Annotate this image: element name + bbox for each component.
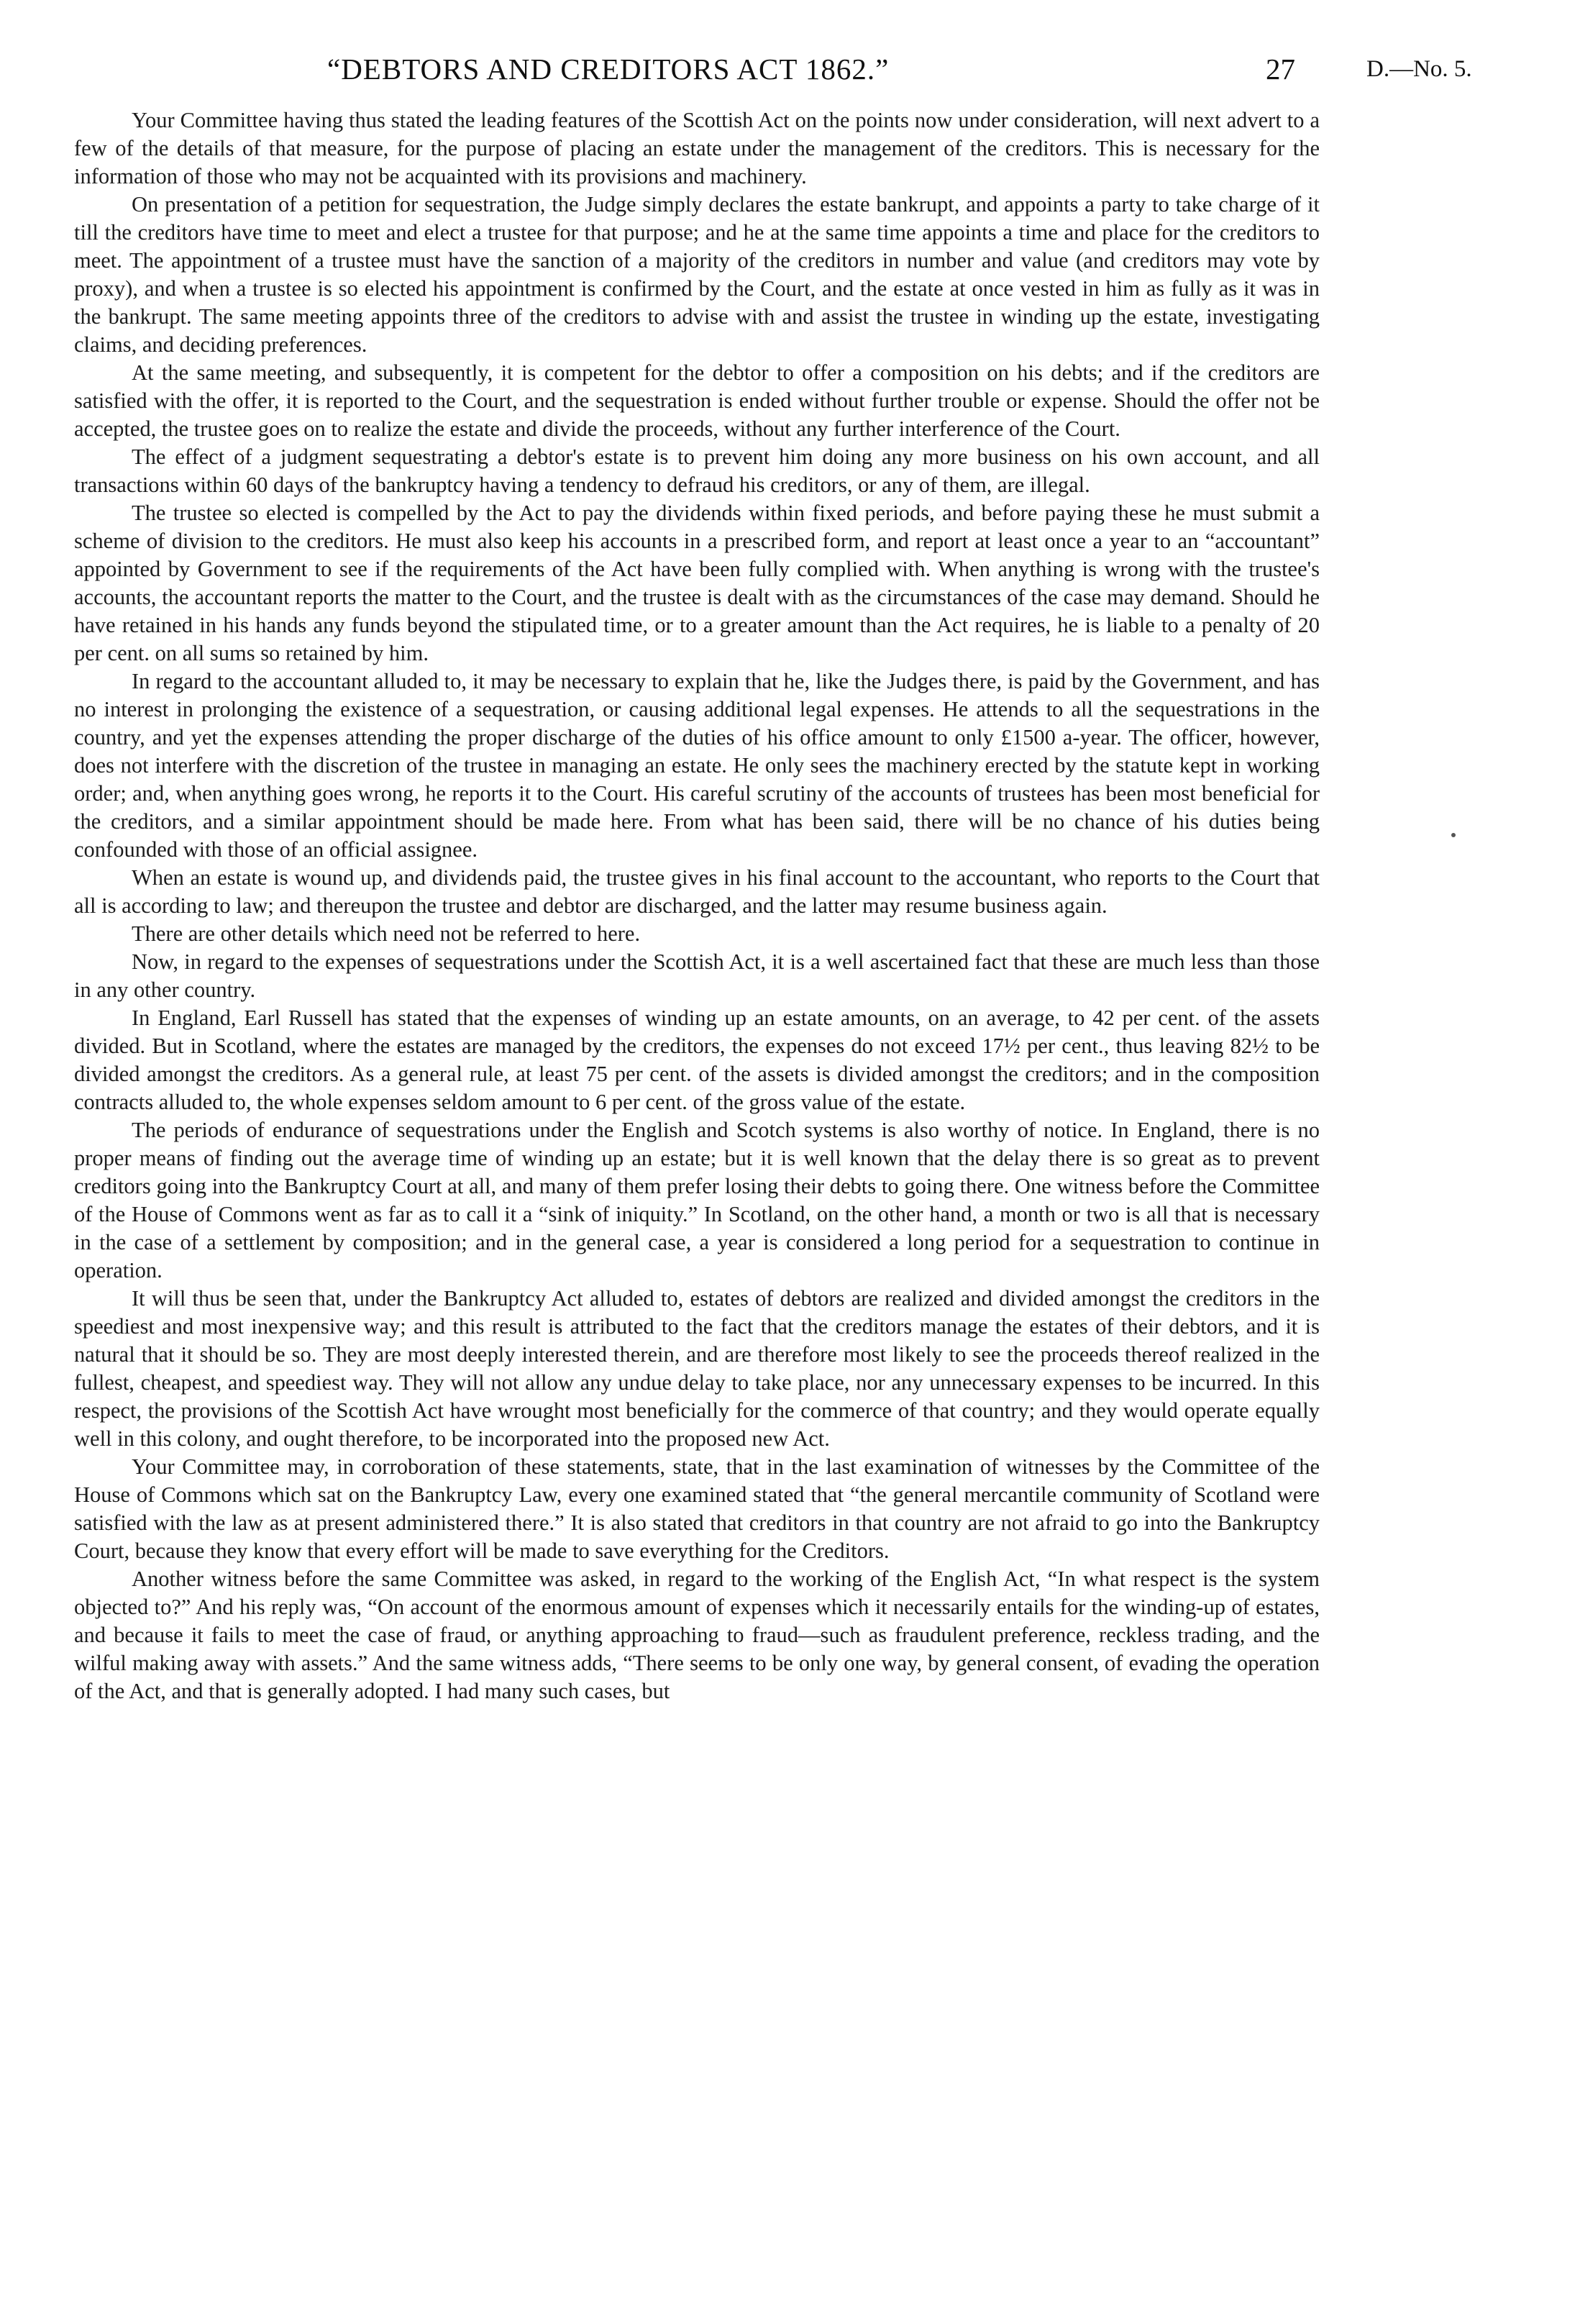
paragraph: The effect of a judgment sequestrating a debtor's estate is to prevent him doing any more business on his own account, and all transactions within 60 days of the bankruptcy having a tendency to defraud his creditors, or any of them, are illegal. — [74, 445, 1320, 497]
paragraph: Your Committee may, in corroboration of these statements, state, that in the last examination of witnesses by the Committee of the House of Commons which sat on the Bankruptcy Law, every one examined stated that “the general mercantile community of Scotland were satisfied with the law as at present administered there.” It is also stated that creditors in that country are not afraid to go into the Bankruptcy Court, because they know that every effort will be made to save everything for the Creditors. — [74, 1454, 1320, 1563]
paragraph: The trustee so elected is compelled by the Act to pay the dividends within fixed periods, and before paying these he must submit a scheme of division to the creditors. He must also keep his accounts in a prescribed form, and report at least once a year to an “accountant” appointed by Government to see if the requirements of the Act have been fully complied with. When anything is wrong with the trustee's accounts, the accountant reports the matter to the Court, and the trustee is dealt with as the circumstances of the case may demand. Should he have retained in his hands any funds beyond the stipulated time, or to a greater amount than the Act requires, he is liable to a penalty of 20 per cent. on all sums so retained by him. — [74, 501, 1320, 665]
paragraph: In England, Earl Russell has stated that the expenses of winding up an estate amounts, on an average, to 42 per cent. of the assets divided. But in Scotland, where the estates are managed by the creditors, the expenses do not exceed 17½ per cent., thus leaving 82½ to be divided amongst the creditors. As a general rule, at least 75 per cent. of the assets is divided amongst the creditors; and in the composition contracts alluded to, the whole expenses seldom amount to 6 per cent. of the gross value of the estate. — [74, 1006, 1320, 1114]
paragraph: In regard to the accountant alluded to, it may be necessary to explain that he, like the Judges there, is paid by the Government, and has no interest in prolonging the existence of a sequestration, or causing additional legal expenses. He attends to all the sequestrations in the country, and yet the expenses attending the proper discharge of the duties of his office amount to only £1500 a-year. The officer, however, does not interfere with the discretion of the trustee in managing an estate. He only sees the machinery erected by the statute kept in working order; and, when anything goes wrong, he reports it to the Court. His careful scrutiny of the accounts of trustees has been most beneficial for the creditors, and a similar appointment should be made here. From what has been said, there will be no chance of his duties being confounded with those of an official assignee. — [74, 669, 1320, 862]
paragraph: Now, in regard to the expenses of sequestrations under the Scottish Act, it is a well ascertained fact that these are much less than those in any other country. — [74, 949, 1320, 1002]
page-header — [0, 47, 1580, 91]
paragraph: On presentation of a petition for sequestration, the Judge simply declares the estate bankrupt, and appoints a party to take charge of it till the creditors have time to meet and elect a trustee for that purpose; and he at the same time appoints a time and place for the creditors to meet. The appointment of a trustee must have the sanction of a majority of the creditors in number and value (and creditors may vote by proxy), and when a trustee is so elected his appointment is confirmed by the Court, and the estate at once vested in him as fully as it was in the bankrupt. The same meeting appoints three of the creditors to advise with and assist the trustee in winding up the estate, investigating claims, and deciding preferences. — [74, 192, 1320, 357]
paragraph: It will thus be seen that, under the Bankruptcy Act alluded to, estates of debtors are realized and divided amongst the creditors in the speediest and most inexpensive way; and this result is attributed to the fact that the creditors manage the estates of their debtors, and it is natural that it should be so. They are most deeply interested therein, and are therefore most likely to see the proceeds thereof realized in the fullest, cheapest, and speediest way. They will not allow any undue delay to take place, nor any unnecessary expenses to be incurred. In this respect, the provisions of the Scottish Act have wrought most beneficially for the commerce of that country; and they would operate equally well in this colony, and ought therefore, to be incorporated into the proposed new Act. — [74, 1286, 1320, 1451]
page-number: 27 — [1266, 53, 1295, 86]
paragraph: There are other details which need not be referred to here. — [132, 921, 641, 946]
running-title: “DEBTORS AND CREDITORS ACT 1862.” — [327, 53, 890, 86]
paragraph: Another witness before the same Committee was asked, in regard to the working of the English Act, “In what respect is the system objected to?” And his reply was, “On account of the enormous amount of expenses which it necessarily entails for the winding-up of estates, and because it fails to meet the case of fraud, or anything approaching to fraud—such as fraudulent preference, reckless trading, and the wilful making away with assets.” And the same witness adds, “There seems to be only one way, by general consent, of evading the operation of the Act, and that is generally adopted. I had many such cases, but — [74, 1567, 1320, 1703]
paragraph: The periods of endurance of sequestrations under the English and Scotch systems is also worthy of notice. In England, there is no proper means of finding out the average time of winding up an estate; but it is well known that the delay there is so great as to prevent creditors going into the Bankruptcy Court at all, and many of them prefer losing their debts to going there. One witness before the Committee of the House of Commons went as far as to call it a “sink of iniquity.” In Scotland, on the other hand, a month or two is all that is necessary in the case of a settlement by composition; and in the general case, a year is considered a long period for a sequestration to continue in operation. — [74, 1118, 1320, 1282]
paragraph: Your Committee having thus stated the leading features of the Scottish Act on the points now under consideration, will next advert to a few of the details of that measure, for the purpose of placing an estate under the management of the creditors. This is necessary for the information of those who may not be acquainted with its provisions and machinery. — [74, 108, 1320, 188]
document-id: D.—No. 5. — [1366, 56, 1472, 82]
body-text — [74, 106, 1320, 2293]
paragraph: At the same meeting, and subsequently, it is competent for the debtor to offer a composition on his debts; and if the creditors are satisfied with the offer, it is reported to the Court, and the sequestration is ended without further trouble or expense. Should the offer not be accepted, the trustee goes on to realize the estate and divide the proceeds, without any further interference of the Court. — [74, 360, 1320, 441]
paragraph: When an estate is wound up, and dividends paid, the trustee gives in his final account to the accountant, who reports to the Court that all is according to law; and thereupon the trustee and debtor are discharged, and the latter may resume business again. — [74, 865, 1320, 918]
ink-speck — [1451, 833, 1456, 837]
